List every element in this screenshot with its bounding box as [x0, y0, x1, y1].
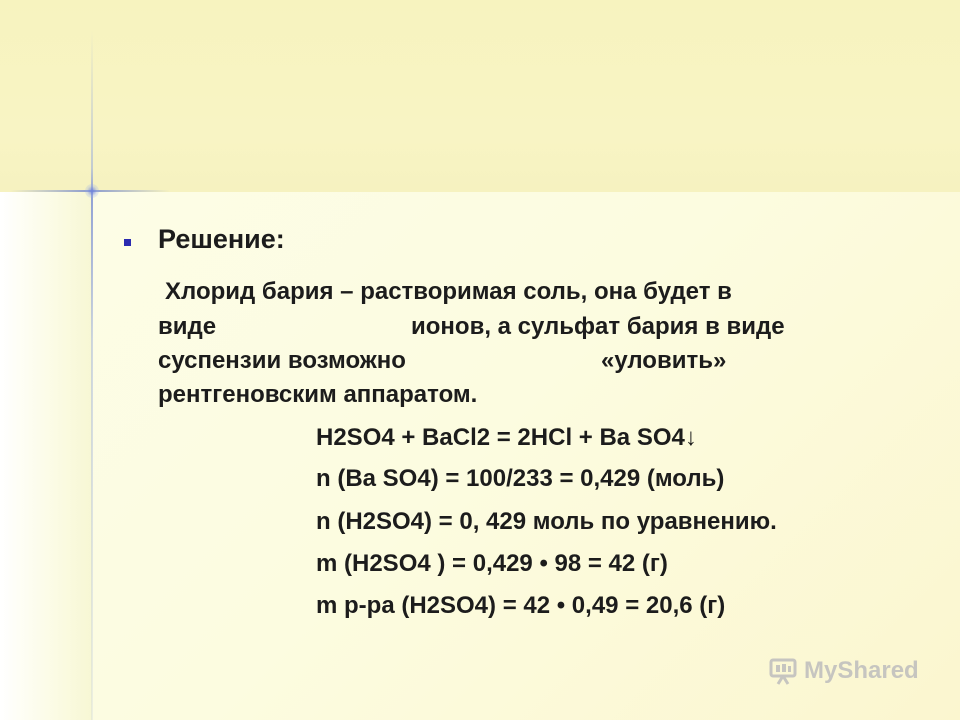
equation-solution-mass: m р-ра (H2SO4) = 42 • 0,49 = 20,6 (г) [316, 592, 726, 619]
paragraph-line-3b: «уловить» [601, 347, 727, 374]
equation-moles-baso4: n (Ba SO4) = 100/233 = 0,429 (моль) [316, 465, 725, 492]
vertical-decor-line [91, 30, 93, 720]
myshared-watermark [768, 656, 919, 686]
bullet-square-icon [124, 239, 131, 246]
equation-reaction: H2SO4 + BaCl2 = 2HCl + Ba SO4↓ [316, 424, 697, 451]
watermark-text: MyShared [804, 657, 919, 684]
presentation-board-icon [768, 656, 798, 686]
sparkle-decor [85, 184, 99, 198]
paragraph-line-1: Хлорид бария – растворимая соль, она будет в [165, 278, 732, 305]
content-area [92, 192, 960, 720]
equation-moles-h2so4: n (H2SO4) = 0, 429 моль по уравнению. [316, 508, 777, 535]
paragraph-line-4: рентгеновским аппаратом. [158, 381, 478, 408]
title-band [0, 0, 960, 192]
paragraph-line-3a: суспензии возможно [158, 347, 406, 374]
equation-mass-h2so4: m (H2SO4 ) = 0,429 • 98 = 42 (г) [316, 550, 668, 577]
solution-heading: Решение: [158, 224, 285, 254]
paragraph-line-2b: ионов, а сульфат бария в виде [411, 313, 785, 340]
paragraph-line-2a: виде [158, 313, 217, 340]
